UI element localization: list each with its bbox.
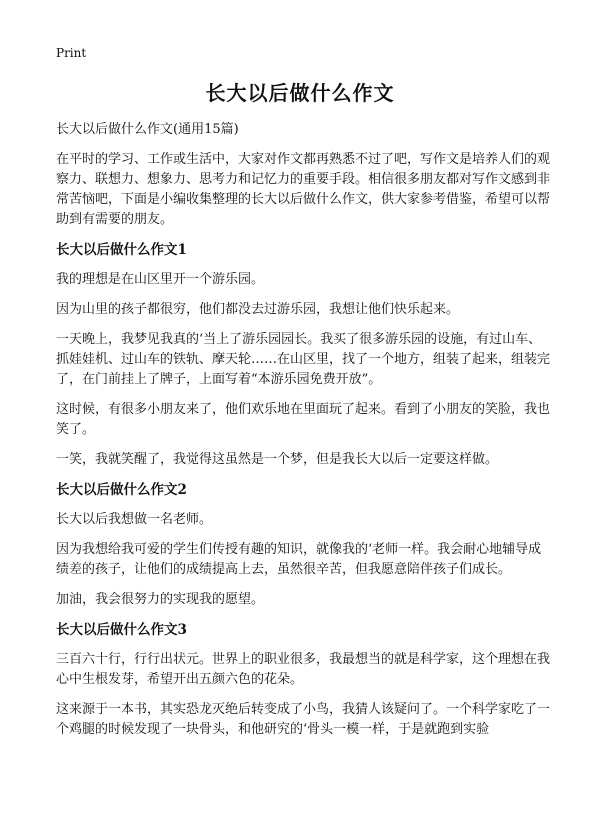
section-3-paragraph-2: 这来源于一本书，其实恐龙灭绝后转变成了小鸟，我猜人该疑问了。一个科学家吃了一个鸡腿的时候发现了一块骨头，和他研究的‘骨头一模一样，于是就跑到实验	[56, 702, 551, 737]
section-2-paragraph-3: 加油，我会很努力的实现我的愿望。	[56, 592, 265, 607]
print-label: Print	[56, 46, 87, 60]
section-1-paragraph-4: 这时候，有很多小朋友来了，他们欢乐地在里面玩了起来。看到了小朋友的笑脸，我也笑了。	[56, 402, 551, 437]
section-heading-3: 长大以后做什么作文3	[56, 622, 187, 638]
document-subtitle: 长大以后做什么作文(通用15篇)	[56, 122, 239, 137]
section-3-paragraph-1: 三百六十行，行行出状元。世界上的职业很多，我最想当的就是科学家，这个理想在我心中生根发芽，希望开出五颜六色的花朵。	[56, 652, 551, 687]
document-body	[56, 120, 552, 750]
section-1-paragraph-3: 一天晚上，我梦见我真的‘当上了游乐园园长。我买了很多游乐园的设施，有过山车、抓娃娃机、过山车的铁轨、摩天轮……在山区里，找了一个地方，组装了起来，组装完了，在门前挂上了牌子，上面写着“本游乐园免费开放”。	[56, 332, 551, 387]
section-1-paragraph-1: 我的理想是在山区里开一个游乐园。	[56, 272, 265, 287]
section-2-paragraph-2: 因为我想给我可爱的学生们传授有趣的知识，就像我的‘老师一样。我会耐心地辅导成绩差的孩子，让他们的成绩提高上去，虽然很辛苦，但我愿意陪伴孩子们成长。	[56, 542, 542, 577]
intro-paragraph: 在平时的学习、工作或生活中，大家对作文都再熟悉不过了吧，写作文是培养人们的观察力、联想力、想象力、思考力和记忆力的重要手段。相信很多朋友都对写作文感到非常苦恼吧，下面是小编收集整理的长大以后做什么作文，供大家参考借鉴，希望可以帮助到有需要的朋友。	[56, 152, 551, 227]
section-heading-2: 长大以后做什么作文2	[56, 482, 187, 498]
section-1-paragraph-2: 因为山里的孩子都很穷，他们都没去过游乐园，我想让他们快乐起来。	[56, 302, 460, 317]
page-title: 长大以后做什么作文	[205, 81, 395, 105]
section-2-paragraph-1: 长大以后我想做一名老师。	[56, 512, 213, 527]
section-1-paragraph-5: 一笑，我就笑醒了，我觉得这虽然是一个梦，但是我长大以后一定要这样做。	[56, 452, 499, 467]
section-heading-1: 长大以后做什么作文1	[56, 242, 187, 258]
